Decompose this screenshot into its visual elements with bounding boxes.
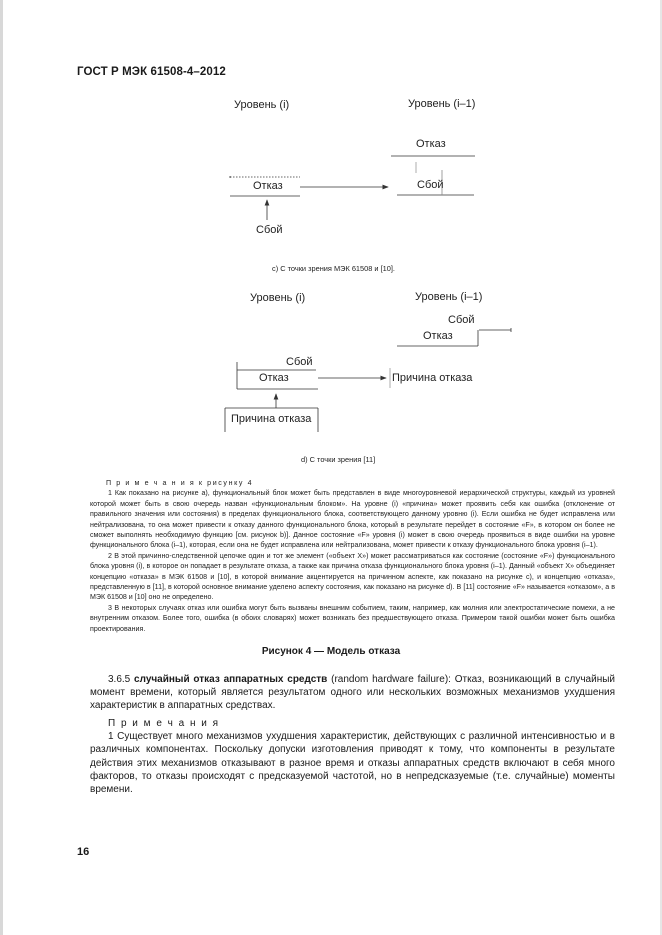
c-error-bottom: Сбой — [256, 224, 283, 236]
d-caption: d) С точки зрения [11] — [301, 455, 376, 464]
definition-english: (random hardware failure) — [331, 674, 449, 685]
definition-number: 3.6.5 — [108, 674, 131, 685]
figure-notes — [90, 478, 615, 634]
d-error-left: Сбой — [286, 356, 313, 368]
d-level-i-label: Уровень (i) — [250, 292, 306, 304]
definition-notes — [90, 717, 615, 796]
figure-note-2: 2 В этой причинно-следственной цепочке один и тот же элемент («объект X») может рассматриваться как состояние (состояние «F») функционального блока уровня (i), в которое он попадает в результате отказа, а также как причина отказа функционального блока уровня (i–1). Данный «объект X» объединяет концепцию «отказа» в МЭК 61508 и [10], в которой внимание акцентируется на причинном аспекте, как показано на рисунке c), и концепцию «отказа», представленную в [11], в которой основное внимание уделено аспекту состояния, как показано на рисунке d). В [11] состояние «F» называется «отказом», а в МЭК 61508 и [10] оно не определено. — [90, 551, 615, 602]
d-error-upper: Сбой — [448, 314, 475, 326]
figure-notes-title: П р и м е ч а н и я к рисунку 4 — [106, 479, 254, 487]
figure-note-3: 3 В некоторых случаях отказ или ошибка могут быть вызваны внешним событием, таким, например, как молния или электростатические помехи, а не внутренним отказом. Более того, ошибка (в обоих словарях) может возникать без предшествующего отказа. Примером такой ошибки может быть ошибка проектирования. — [90, 603, 615, 633]
c-error-right: Сбой — [417, 179, 444, 191]
definition-note-1: 1 Существует много механизмов ухудшения характеристик, действующих с различной интенсивностью и в различных компонентах. Поскольку допуски изготовления приводят к тому, что компоненты в результате действия этих механизмов отказывают в разное время и отказы аппаратных средств включают в себя много факторов, то отказы происходят с предсказуемой частотой, но в непредсказуемые (т.е. случайные) моменты времени. — [90, 731, 615, 796]
document-header: ГОСТ Р МЭК 61508-4–2012 — [77, 66, 226, 78]
definition-term: случайный отказ аппаратных средств — [134, 674, 328, 685]
c-fault-left: Отказ — [253, 180, 283, 192]
d-level-i-minus-1-label: Уровень (i–1) — [415, 291, 483, 303]
figure-title: Рисунок 4 — Модель отказа — [261, 646, 401, 657]
definition-block — [90, 673, 615, 713]
d-fault-upper: Отказ — [423, 330, 453, 342]
definition-text: : Отказ, возникающий в случайный момент времени, который является результатом одного или нескольких возможных механизмов ухудшения характеристик в аппаратных средствах. — [90, 674, 615, 712]
d-cause-right: Причина отказа — [392, 372, 473, 384]
d-cause-bottom: Причина отказа — [231, 413, 312, 425]
c-level-i-minus-1-label: Уровень (i–1) — [408, 98, 476, 110]
page-number: 16 — [77, 846, 90, 858]
c-level-i-label: Уровень (i) — [234, 99, 290, 111]
d-fault-left: Отказ — [259, 372, 289, 384]
definition-paragraph — [90, 673, 615, 713]
c-caption: c) С точки зрения МЭК 61508 и [10]. — [272, 264, 395, 273]
figure-note-1: 1 Как показано на рисунке а), функциональный блок может быть представлен в виде многоуровневой иерархической структуры, каждый из уровней которой может быть в свою очередь назван «функциональным блоком». На уровне (i) «причина» может проявить себя как ошибка (отклонение от правильного значения или состояния) в пределах функционального блока, соответствующего данному уровню (i). Если ошибка не будет исправлена или нейтрализована, то она может привести к отказу данного функционального блока, который в результате перейдет в состояние «F», в котором он более не сможет выполнять необходимую функцию [см. рисунок b)]. Данное состояние «F» уровня (i) может в свою очередь проявиться в виде ошибки на уровне функционального блока (i–1), которая, если она не будет исправлена или нейтрализована, может привести к отказу функционального блока уровня (i–1). — [90, 489, 615, 550]
c-fault-upper: Отказ — [416, 138, 446, 150]
definition-notes-title: П р и м е ч а н и я — [108, 718, 220, 729]
